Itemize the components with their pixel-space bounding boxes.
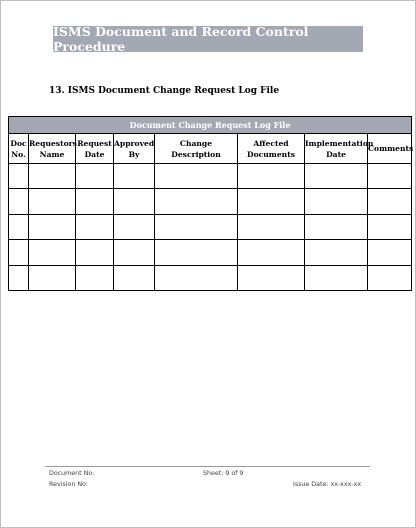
document-title: ISMS Document and Record Control Procedure: [53, 24, 309, 54]
column-header-line: Requestors: [29, 138, 77, 148]
table-cell[interactable]: [9, 214, 29, 239]
table-cell[interactable]: [29, 240, 76, 265]
table-cell[interactable]: [29, 265, 76, 290]
footer-document-no: Document No:: [49, 470, 95, 477]
column-header-line: Comments: [368, 144, 414, 153]
footer-sheet: Sheet: 9 of 9: [203, 470, 244, 477]
table-row: [9, 265, 412, 290]
table-cell[interactable]: [155, 214, 238, 239]
table-cell[interactable]: [114, 189, 155, 214]
table-cell[interactable]: [305, 240, 368, 265]
column-header: [368, 134, 412, 164]
table-cell[interactable]: [238, 189, 305, 214]
table-cell[interactable]: [368, 164, 412, 189]
column-header-line: Affected: [253, 138, 289, 148]
column-header-line: No.: [11, 149, 26, 159]
footer-revision-no: Revision No:: [49, 481, 89, 488]
column-header: [305, 134, 374, 164]
table-cell[interactable]: [305, 164, 368, 189]
table-cell[interactable]: [305, 265, 368, 290]
table-cell[interactable]: [76, 164, 114, 189]
column-header-line: Name: [39, 149, 65, 159]
table-cell[interactable]: [155, 240, 238, 265]
column-header: [114, 134, 155, 164]
table-cell[interactable]: [114, 240, 155, 265]
column-header-line: Documents: [247, 149, 295, 159]
table-cell[interactable]: [155, 265, 238, 290]
table-cell[interactable]: [238, 265, 305, 290]
column-header-line: Date: [84, 149, 105, 159]
column-header-line: Approved: [114, 138, 155, 148]
footer-issue-date: Issue Date: xx-xxx-xx: [293, 481, 362, 488]
table-cell[interactable]: [368, 214, 412, 239]
column-header: [9, 134, 29, 164]
table-cell[interactable]: [238, 240, 305, 265]
table-cell[interactable]: [368, 189, 412, 214]
table-cell[interactable]: [155, 164, 238, 189]
table-cell[interactable]: [238, 214, 305, 239]
column-header: [238, 134, 305, 164]
table-cell[interactable]: [76, 265, 114, 290]
column-header-line: Date: [326, 149, 346, 159]
change-request-log-table: [8, 116, 412, 291]
column-header: [155, 134, 238, 164]
table-row: [9, 240, 412, 265]
table-caption: Document Change Request Log File: [9, 117, 412, 134]
table-cell[interactable]: [368, 240, 412, 265]
column-header-line: Request: [77, 138, 112, 148]
column-header-line: By: [128, 149, 140, 159]
table-cell[interactable]: [368, 265, 412, 290]
column-header-line: Change Description: [171, 138, 221, 159]
table-cell[interactable]: [114, 265, 155, 290]
column-header: [76, 134, 114, 164]
table-row: [9, 189, 412, 214]
table-cell[interactable]: [305, 189, 368, 214]
section-heading: 13. ISMS Document Change Request Log File: [49, 86, 280, 96]
table-row: [9, 214, 412, 239]
footer-divider: [45, 466, 370, 467]
table-cell[interactable]: [9, 240, 29, 265]
table-cell[interactable]: [9, 265, 29, 290]
table-cell[interactable]: [29, 214, 76, 239]
column-header: [29, 134, 76, 164]
table-cell[interactable]: [76, 189, 114, 214]
table-cell[interactable]: [9, 189, 29, 214]
table-row: [9, 164, 412, 189]
column-header-line: Implementation: [305, 138, 374, 148]
column-header-line: Doc: [10, 138, 27, 148]
table-cell[interactable]: [305, 214, 368, 239]
table-cell[interactable]: [155, 189, 238, 214]
table-cell[interactable]: [76, 214, 114, 239]
document-title-banner: [53, 26, 363, 52]
table-cell[interactable]: [9, 164, 29, 189]
table-cell[interactable]: [29, 189, 76, 214]
table-cell[interactable]: [114, 164, 155, 189]
table-cell[interactable]: [76, 240, 114, 265]
table-cell[interactable]: [238, 164, 305, 189]
table-cell[interactable]: [114, 214, 155, 239]
table-cell[interactable]: [29, 164, 76, 189]
